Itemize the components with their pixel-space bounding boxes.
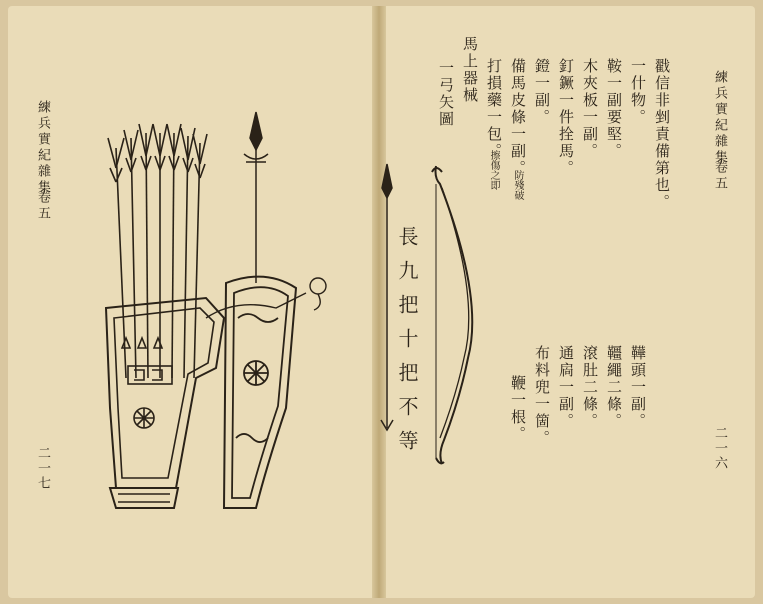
quiver-with-arrows-icon	[106, 124, 224, 508]
text-column-3: 鞍一副要堅。	[605, 58, 623, 160]
text-column-5: 釘鐝一件拴馬。	[557, 58, 575, 177]
bow-caption: 長九把十把不等	[395, 226, 419, 464]
item-5: 布料兜一箇。	[533, 345, 551, 447]
left-page-number: 二一七	[35, 446, 50, 491]
quiver-strap	[206, 278, 326, 318]
item-1: 鞾頭一副。	[629, 345, 647, 430]
spear-icon	[244, 112, 268, 283]
text-column-2: 一什物。	[629, 58, 647, 126]
text-column-8: 打損藥一包。	[485, 58, 503, 160]
item-6: 鞭一根。	[509, 375, 527, 443]
annotation-note-2: 擦傷之即	[488, 150, 499, 190]
item-2: 韁繩二條。	[605, 345, 623, 430]
text-column-6: 鐙一副。	[533, 58, 551, 126]
arrow-icon	[381, 164, 393, 430]
item-4: 通扄一副。	[557, 345, 575, 430]
right-page-number: 二一六	[712, 426, 727, 471]
quiver-illustration	[96, 108, 336, 578]
figure-title: 一弓矢圖	[437, 60, 455, 128]
right-header-volume: 卷五	[712, 160, 727, 192]
left-header-volume: 卷五	[35, 190, 50, 222]
text-column-4: 木夾板一副。	[581, 58, 599, 160]
annotation-note-1: 防殘破	[512, 170, 523, 200]
bow-icon	[432, 166, 472, 464]
item-3: 滾肚二條。	[581, 345, 599, 430]
text-column-1: 戳信非剉責備第也。	[653, 58, 671, 211]
section-title: 馬上器械	[461, 36, 479, 104]
bow-arrow-illustration	[372, 158, 492, 478]
text-column-7: 備馬皮條一副。	[509, 58, 527, 177]
right-header-title: 練兵實紀雜集	[712, 70, 727, 166]
bow-case-icon	[224, 277, 296, 508]
left-header-title: 練兵實紀雜集	[35, 100, 50, 196]
